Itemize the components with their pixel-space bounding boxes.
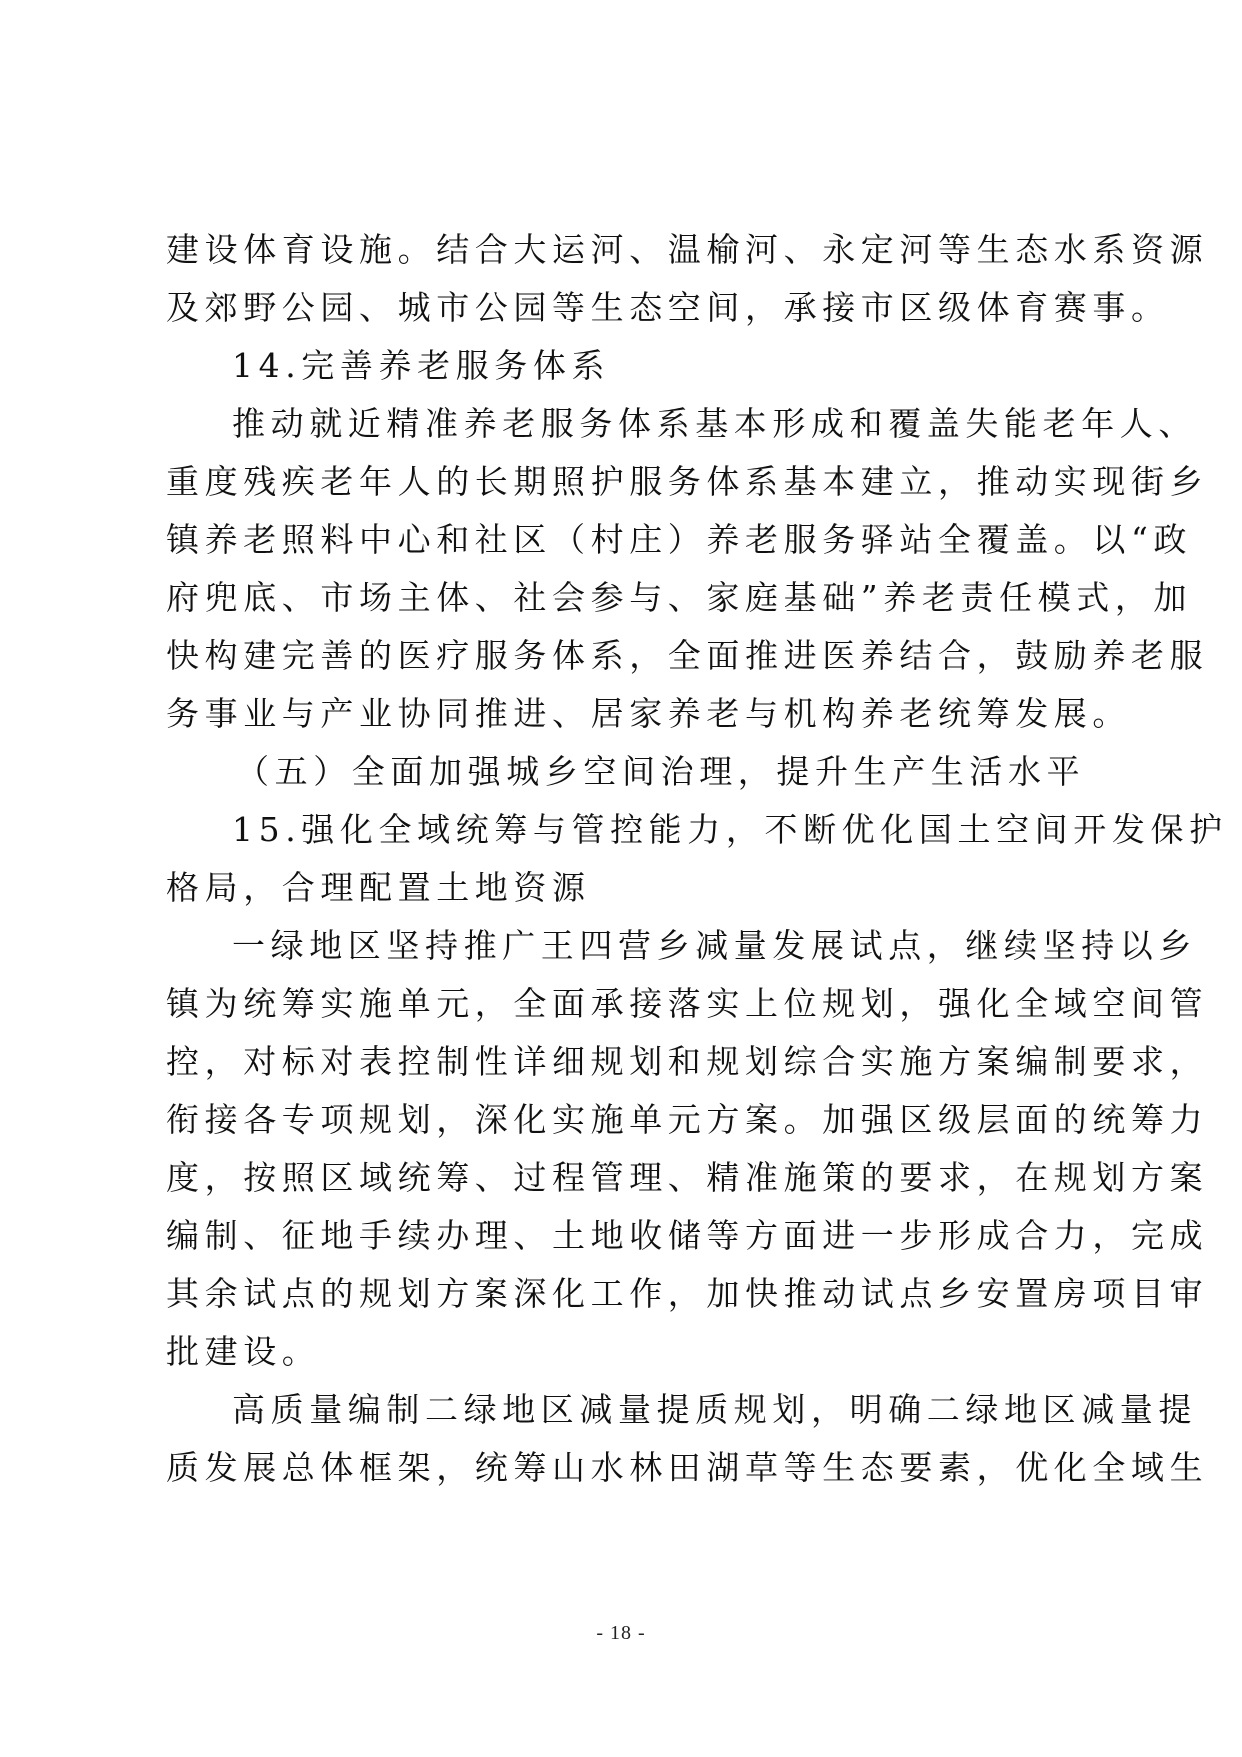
page-number: - 18 - (596, 1622, 646, 1644)
body-text-line: 其余试点的规划方案深化工作，加快推动试点乡安置房项目审 (166, 1274, 1209, 1313)
body-text-line: 镇养老照料中心和社区（村庄）养老服务驿站全覆盖。以“政 (166, 520, 1193, 559)
section-heading: 14.完善养老服务体系 (232, 346, 611, 385)
body-text-line: 快构建完善的医疗服务体系，全面推进医养结合，鼓励养老服 (166, 636, 1209, 675)
section-heading: 15.强化全域统筹与管控能力，不断优化国土空间开发保护 (232, 810, 1228, 849)
body-text-line: 推动就近精准养老服务体系基本形成和覆盖失能老年人、 (232, 404, 1197, 443)
body-text-line: 衔接各专项规划，深化实施单元方案。加强区级层面的统筹力 (166, 1100, 1209, 1139)
body-text-line: 高质量编制二绿地区减量提质规划，明确二绿地区减量提 (232, 1390, 1197, 1429)
body-text-line: 及郊野公园、城市公园等生态空间，承接市区级体育赛事。 (166, 288, 1170, 327)
body-text-line: 镇为统筹实施单元，全面承接落实上位规划，强化全域空间管 (166, 984, 1209, 1023)
body-text-line: 批建设。 (166, 1332, 321, 1371)
section-heading-continued: 格局，合理配置土地资源 (166, 868, 591, 907)
body-text-line: 度，按照区域统筹、过程管理、精准施策的要求，在规划方案 (166, 1158, 1209, 1197)
body-text-line: 控，对标对表控制性详细规划和规划综合实施方案编制要求， (166, 1042, 1209, 1081)
body-text-line: 府兜底、市场主体、社会参与、家庭基础”养老责任模式，加 (166, 578, 1193, 617)
body-text-line: 质发展总体框架，统筹山水林田湖草等生态要素，优化全域生 (166, 1448, 1209, 1487)
body-text-line: 编制、征地手续办理、土地收储等方面进一步形成合力，完成 (166, 1216, 1209, 1255)
chapter-heading: （五）全面加强城乡空间治理，提升生产生活水平 (236, 752, 1086, 791)
body-text-line: 一绿地区坚持推广王四营乡减量发展试点，继续坚持以乡 (232, 926, 1197, 965)
body-text-line: 务事业与产业协同推进、居家养老与机构养老统筹发展。 (166, 694, 1131, 733)
body-text-line: 重度残疾老年人的长期照护服务体系基本建立，推动实现街乡 (166, 462, 1209, 501)
body-text-line: 建设体育设施。结合大运河、温榆河、永定河等生态水系资源 (166, 230, 1209, 269)
